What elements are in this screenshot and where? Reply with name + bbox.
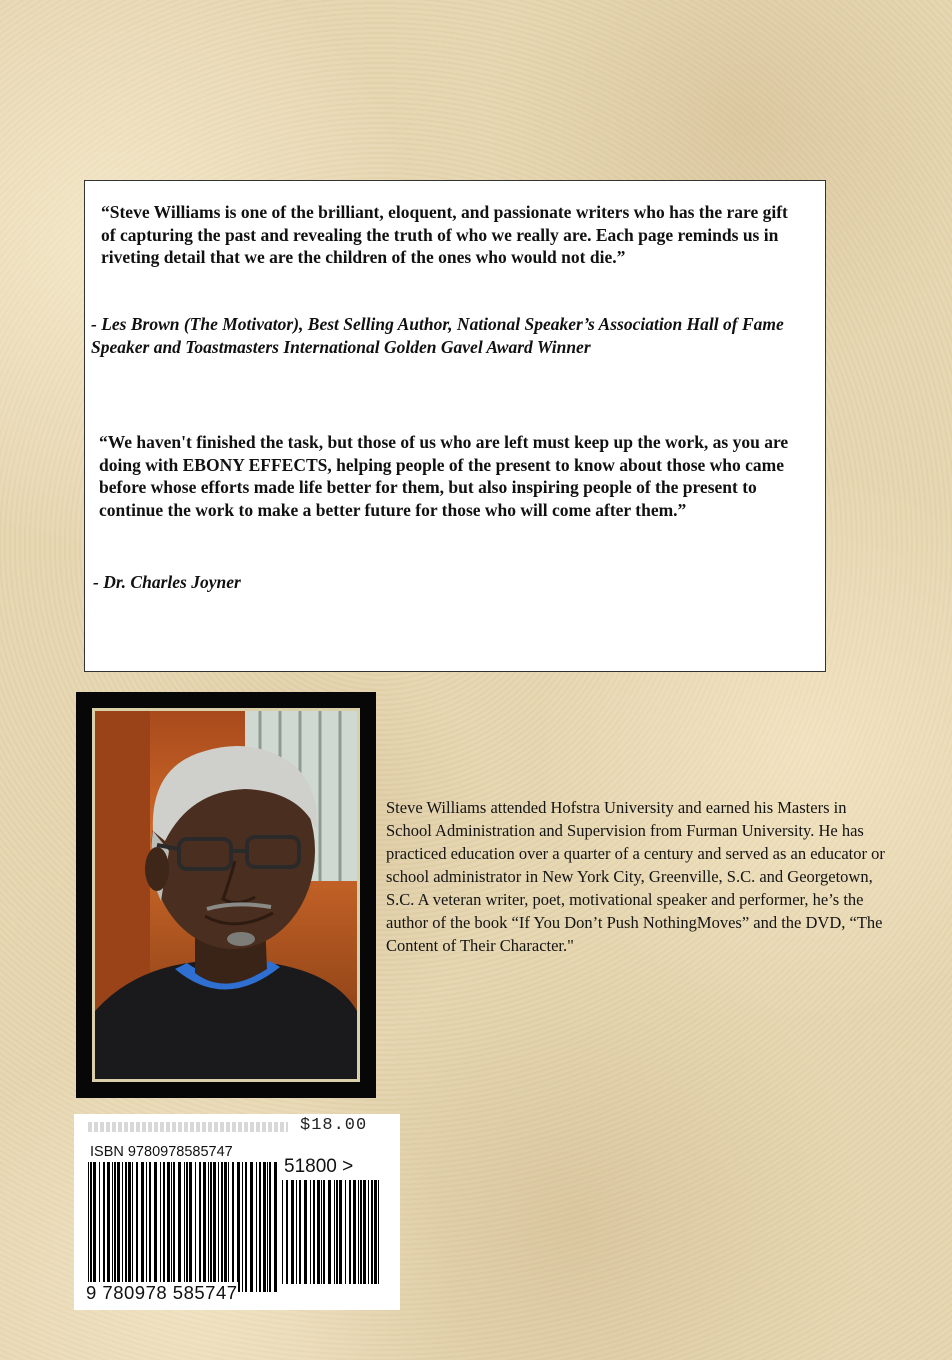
barcode-bar: [274, 1162, 277, 1292]
quote-les-brown: “Steve Williams is one of the brilliant, eloquent, and passionate writers who has the rare gift of capturing the past and revealing the truth of who we really are. Each page reminds us in riveting detail that we are the children of the ones who would not die.”: [101, 202, 788, 267]
barcode-bar: [122, 1162, 123, 1292]
barcode-bar: [149, 1162, 151, 1292]
barcode-bar: [112, 1162, 113, 1292]
barcode-bar: [263, 1162, 266, 1292]
barcode-bar: [304, 1180, 307, 1284]
author-photo: [92, 708, 360, 1082]
barcode-bar: [323, 1180, 325, 1284]
barcode-bar: [353, 1180, 356, 1284]
barcode-bar: [128, 1162, 131, 1292]
barcode-bar: [160, 1162, 161, 1292]
barcode-bar: [374, 1180, 377, 1284]
attribution-charles-joyner: - Dr. Charles Joyner: [93, 572, 241, 592]
barcode-bar: [213, 1162, 216, 1292]
barcode-bar: [195, 1162, 196, 1292]
endorsements-box: [84, 180, 826, 672]
barcode-bar: [336, 1180, 338, 1284]
barcode-bar: [232, 1162, 234, 1292]
barcode-bar: [132, 1162, 133, 1292]
barcode-bar: [154, 1162, 157, 1292]
barcode-bar: [317, 1180, 320, 1284]
barcode-bar: [210, 1162, 212, 1292]
barcode-bar: [167, 1162, 170, 1292]
barcode-bar: [339, 1180, 342, 1284]
barcode-bar: [360, 1180, 362, 1284]
barcode-bar: [93, 1162, 96, 1292]
attribution-les-brown: - Les Brown (The Motivator), Best Selling Author, National Speaker’s Association Hall of Fame Speaker and Toastmasters International Golden Gavel Award Winner: [91, 314, 784, 357]
author-portrait-illustration: [95, 711, 357, 1079]
barcode-bar: [269, 1162, 271, 1292]
author-photo-frame: [76, 692, 376, 1098]
barcode-bar: [146, 1162, 147, 1292]
addon-barcode: [282, 1180, 382, 1284]
barcode-bar: [237, 1162, 240, 1292]
barcode-bar: [250, 1162, 253, 1292]
barcode-bar: [321, 1180, 322, 1284]
barcode-bar: [368, 1180, 369, 1284]
barcode-bar: [363, 1180, 366, 1284]
barcode-bar: [328, 1180, 331, 1284]
barcode-bar: [349, 1180, 351, 1284]
isbn-barcode-label: [74, 1114, 400, 1310]
barcode-bar: [334, 1180, 335, 1284]
barcode-bar: [186, 1162, 188, 1292]
barcode-bar: [228, 1162, 229, 1292]
barcode-bar: [286, 1180, 288, 1284]
barcode-bar: [267, 1162, 268, 1292]
barcode-bar: [259, 1162, 261, 1292]
price-sticker-fine-print: [88, 1122, 288, 1132]
barcode-bar: [189, 1162, 192, 1292]
barcode-bar: [141, 1162, 144, 1292]
barcode-bar: [256, 1162, 257, 1292]
barcode-bar: [184, 1162, 185, 1292]
ean-barcode: [88, 1162, 278, 1292]
barcode-bar: [242, 1162, 243, 1292]
barcode-bar: [103, 1162, 105, 1292]
barcode-bar: [99, 1162, 100, 1292]
barcode-bar: [221, 1162, 223, 1292]
barcode-bar: [136, 1162, 138, 1292]
barcode-bar: [299, 1180, 301, 1284]
barcode-bar: [378, 1180, 379, 1284]
isbn-label: ISBN 9780978585747: [90, 1144, 233, 1160]
barcode-bar: [88, 1162, 89, 1292]
barcode-bar: [199, 1162, 201, 1292]
barcode-bar: [208, 1162, 209, 1292]
barcode-bar: [371, 1180, 373, 1284]
barcode-bar: [107, 1162, 110, 1292]
isbn-digits: 9 780978 585747: [86, 1282, 238, 1303]
barcode-bar: [178, 1162, 181, 1292]
barcode-bar: [358, 1180, 359, 1284]
barcode-bar: [218, 1162, 219, 1292]
barcode-bar: [313, 1180, 315, 1284]
barcode-bar: [245, 1162, 247, 1292]
barcode-bar: [296, 1180, 297, 1284]
barcode-bar: [173, 1162, 175, 1292]
quote-charles-joyner: “We haven't finished the task, but those of us who are left must keep up the work, as you are doing with EBONY EFFECTS, helping people of the present to know about those who came before whose efforts made life better for them, but also inspiring people of the present to continue the work to make a better future for those who will come after them.”: [99, 432, 789, 520]
barcode-bar: [117, 1162, 120, 1292]
barcode-bar: [125, 1162, 127, 1292]
barcode-bar: [291, 1180, 294, 1284]
barcode-bar: [90, 1162, 92, 1292]
barcode-bar: [282, 1180, 283, 1284]
barcode-bar: [114, 1162, 116, 1292]
author-bio: Steve Williams attended Hofstra University and earned his Masters in School Administration and Supervision from Furman University. He has practiced education over a quarter of a century and served as an educator or school administrator in New York City, Greenville, S.C. and Georgetown, S.C. A veteran writer, poet, motivational speaker and performer, he’s the author of the book “If You Don’t Push NothingMoves” and the DVD, “The Content of Their Character.": [386, 798, 885, 955]
barcode-bar: [345, 1180, 346, 1284]
barcode-bar: [224, 1162, 227, 1292]
price-label: $18.00: [300, 1116, 368, 1135]
barcode-bar: [171, 1162, 172, 1292]
barcode-bar: [163, 1162, 165, 1292]
price-addon-code: 51800 >: [284, 1156, 354, 1177]
barcode-bar: [203, 1162, 206, 1292]
barcode-bar: [310, 1180, 311, 1284]
